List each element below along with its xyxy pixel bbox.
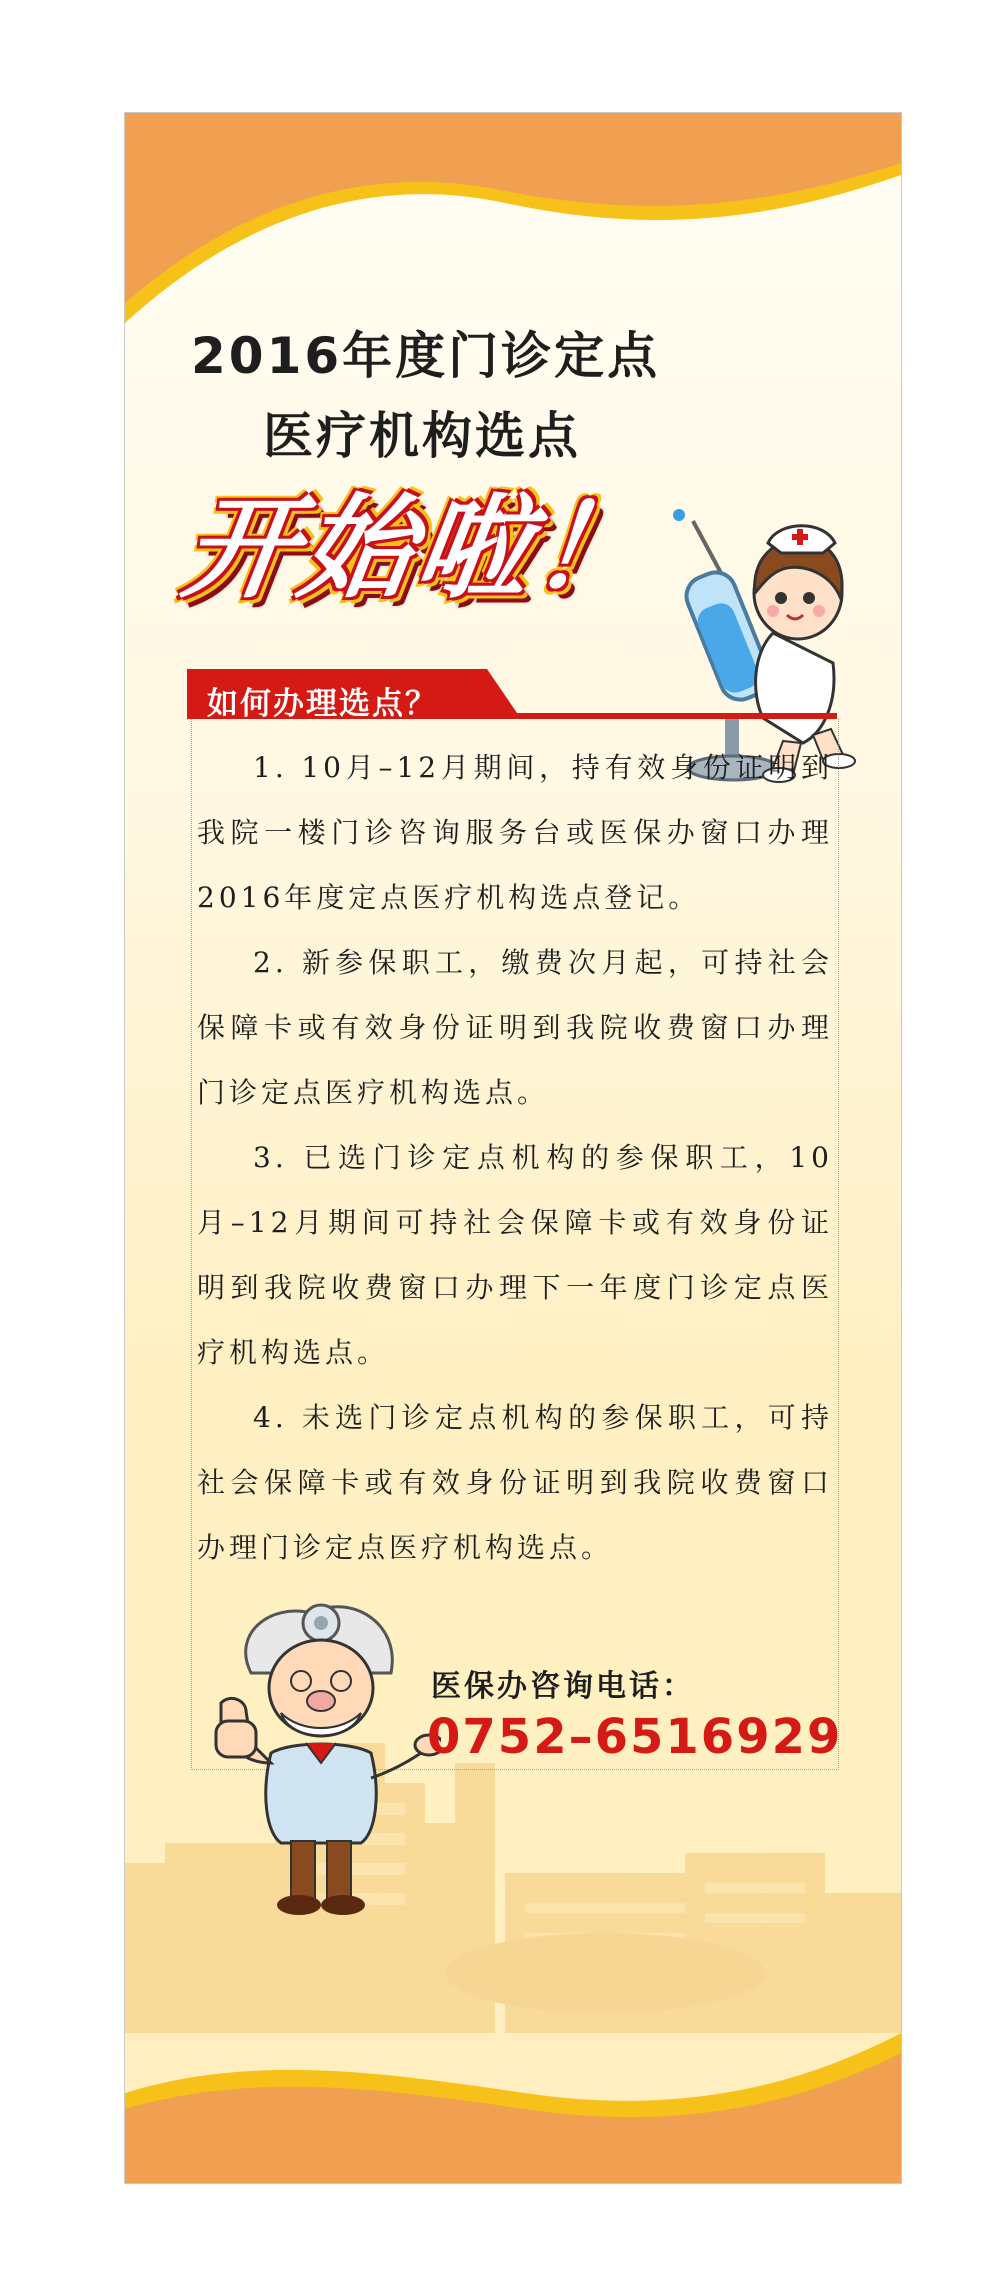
contact-phone-number: 0752–6516929 [427,1709,843,1765]
bottom-wave-decoration [125,2013,901,2183]
doctor-thumbs-up-icon [211,1593,441,1923]
poster [124,112,902,2184]
rule-item-1: 1. 10月–12月期间，持有效身份证明到我院一楼门诊咨询服务台或医保办窗口办理2016年度定点医疗机构选点登记。 [197,751,833,914]
headline-line-2: 医疗机构选点 [263,407,581,465]
section-header [187,669,837,722]
headline-line-1: 2016年度门诊定点 [191,327,661,385]
rule-item-3: 3. 已选门诊定点机构的参保职工，10月–12月期间可持社会保障卡或有效身份证明到我院收费窗口办理下一年度门诊定点医疗机构选点。 [197,1141,833,1369]
contact-label: 医保办咨询电话： [431,1669,695,1704]
rule-item-4: 4. 未选门诊定点机构的参保职工，可持社会保障卡或有效身份证明到我院收费窗口办理门诊定点医疗机构选点。 [197,1401,833,1564]
section-title: 如何办理选点？ [207,686,438,722]
rules-list [197,735,833,1580]
rule-item-2: 2. 新参保职工，缴费次月起，可持社会保障卡或有效身份证明到我院收费窗口办理门诊定点医疗机构选点。 [197,946,833,1109]
kickoff-banner-text: 开始啦！ [175,484,659,614]
